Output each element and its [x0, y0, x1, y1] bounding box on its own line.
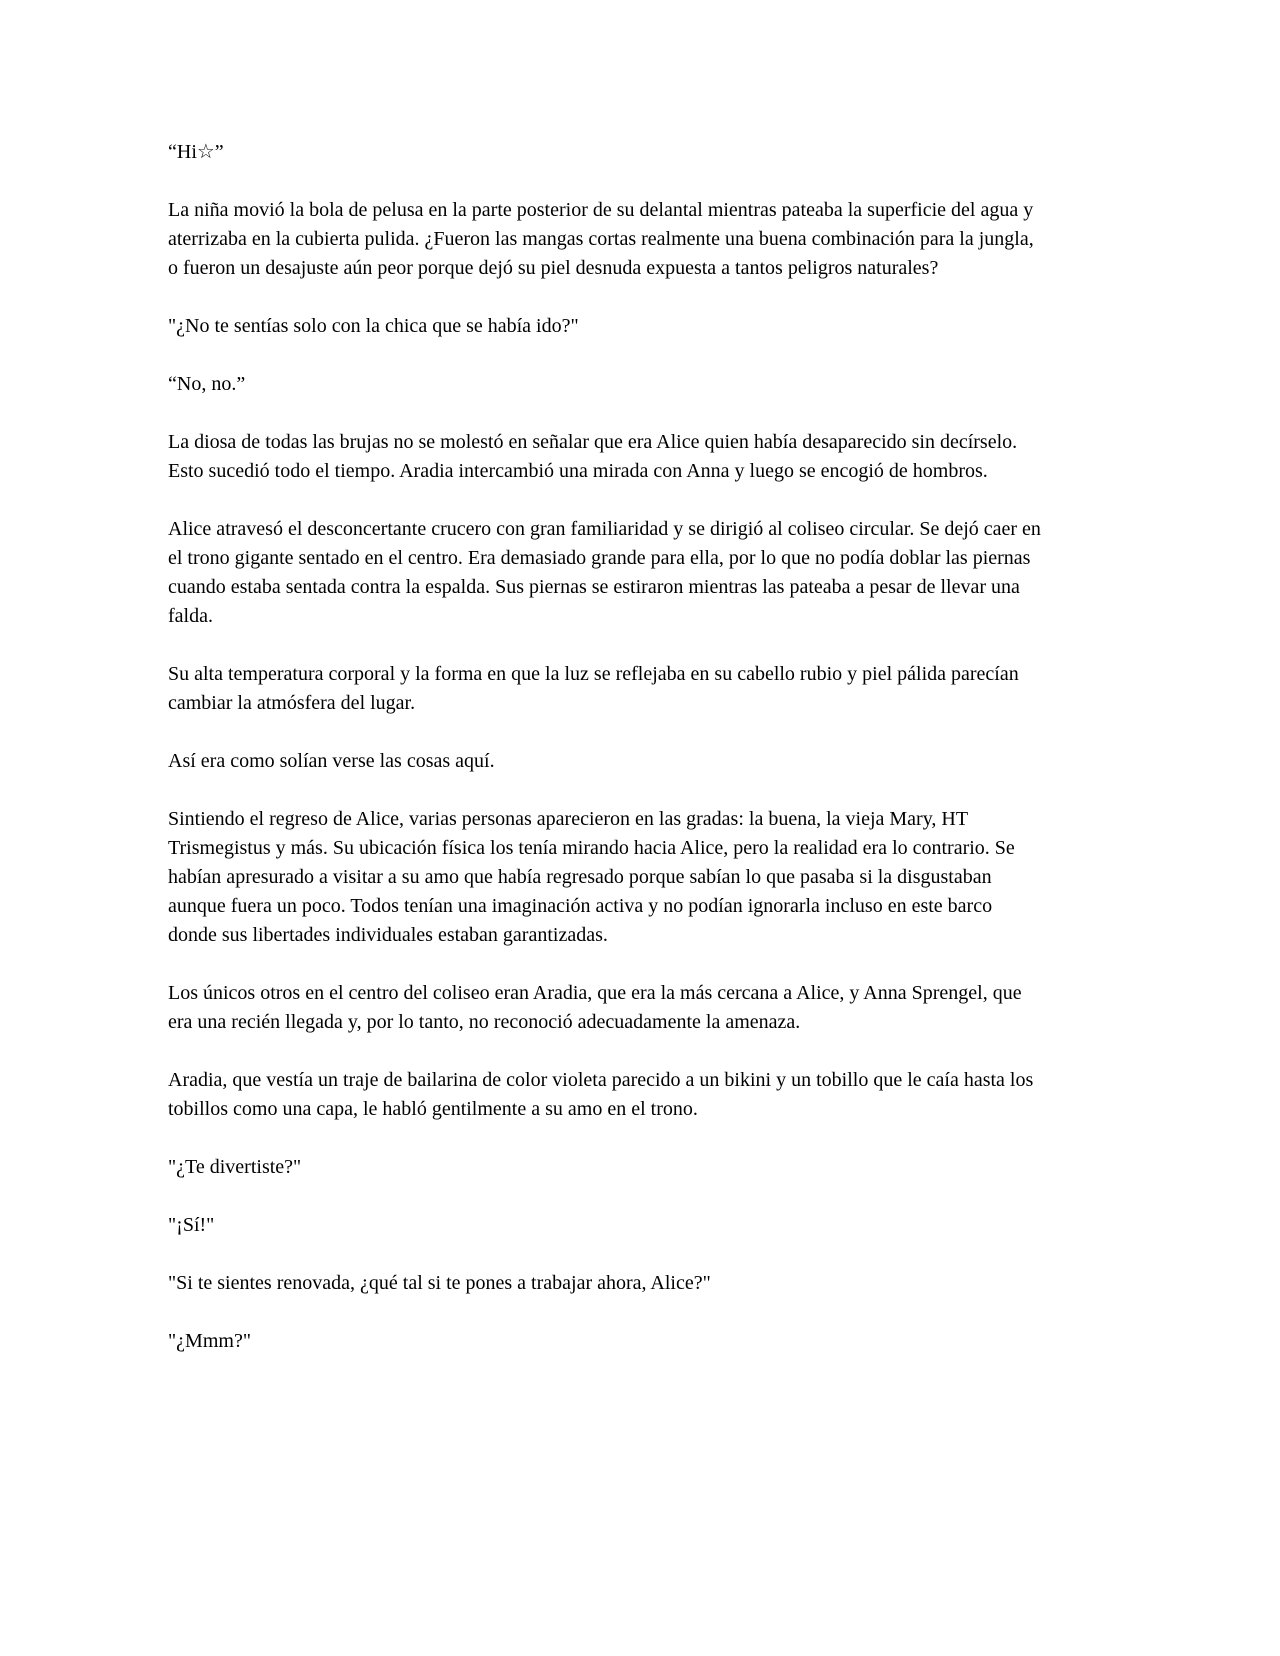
paragraph: “No, no.”: [168, 373, 246, 395]
paragraph: "¡Sí!": [168, 1214, 215, 1236]
paragraph: Su alta temperatura corporal y la forma en que la luz se reflejaba en su cabello rubio y piel pálida parecían cambiar la atmósfera del lugar.: [168, 663, 1024, 714]
paragraph: "¿No te sentías solo con la chica que se había ido?": [168, 315, 579, 337]
paragraph: "¿Mmm?": [168, 1330, 251, 1352]
paragraph: "¿Te divertiste?": [168, 1156, 302, 1178]
paragraph: Aradia, que vestía un traje de bailarina de color violeta parecido a un bikini y un tobillo que le caía hasta los tobillos como una capa, le habló gentilmente a su amo en el trono.: [168, 1069, 1039, 1120]
paragraph: Así era como solían verse las cosas aquí.: [168, 750, 495, 772]
paragraph: Alice atravesó el desconcertante crucero con gran familiaridad y se dirigió al coliseo circular. Se dejó caer en el trono gigante sentado en el centro. Era demasiado grande para ella, por lo que no podía doblar las piernas cuando estaba sentada contra la espalda. Sus piernas se estiraron mientras las pateaba a pesar de llevar una falda.: [168, 518, 1046, 627]
paragraph: "Si te sientes renovada, ¿qué tal si te pones a trabajar ahora, Alice?": [168, 1272, 711, 1294]
document-text-block: [168, 138, 1046, 1385]
paragraph: “Hi☆”: [168, 141, 224, 163]
paragraph: La diosa de todas las brujas no se molestó en señalar que era Alice quien había desaparecido sin decírselo. Esto sucedió todo el tiempo. Aradia intercambió una mirada con Anna y luego se encogió de hombros.: [168, 431, 1023, 482]
paragraph: La niña movió la bola de pelusa en la parte posterior de su delantal mientras pateaba la superficie del agua y aterrizaba en la cubierta pulida. ¿Fueron las mangas cortas realmente una buena combinación para la jungla, o fueron un desajuste aún peor porque dejó su piel desnuda expuesta a tantos peligros naturales?: [168, 199, 1039, 279]
paragraph: Los únicos otros en el centro del coliseo eran Aradia, que era la más cercana a Alice, y Anna Sprengel, que era una recién llegada y, por lo tanto, no reconoció adecuadamente la amenaza.: [168, 982, 1027, 1033]
paragraph: Sintiendo el regreso de Alice, varias personas aparecieron en las gradas: la buena, la vieja Mary, HT Trismegistus y más. Su ubicación física los tenía mirando hacia Alice, pero la realidad era lo contrario. Se habían apresurado a visitar a su amo que había regresado porque sabían lo que pasaba si la disgustaban aunque fuera un poco. Todos tenían una imaginación activa y no podían ignorarla incluso en este barco donde sus libertades individuales estaban garantizadas.: [168, 808, 1020, 946]
